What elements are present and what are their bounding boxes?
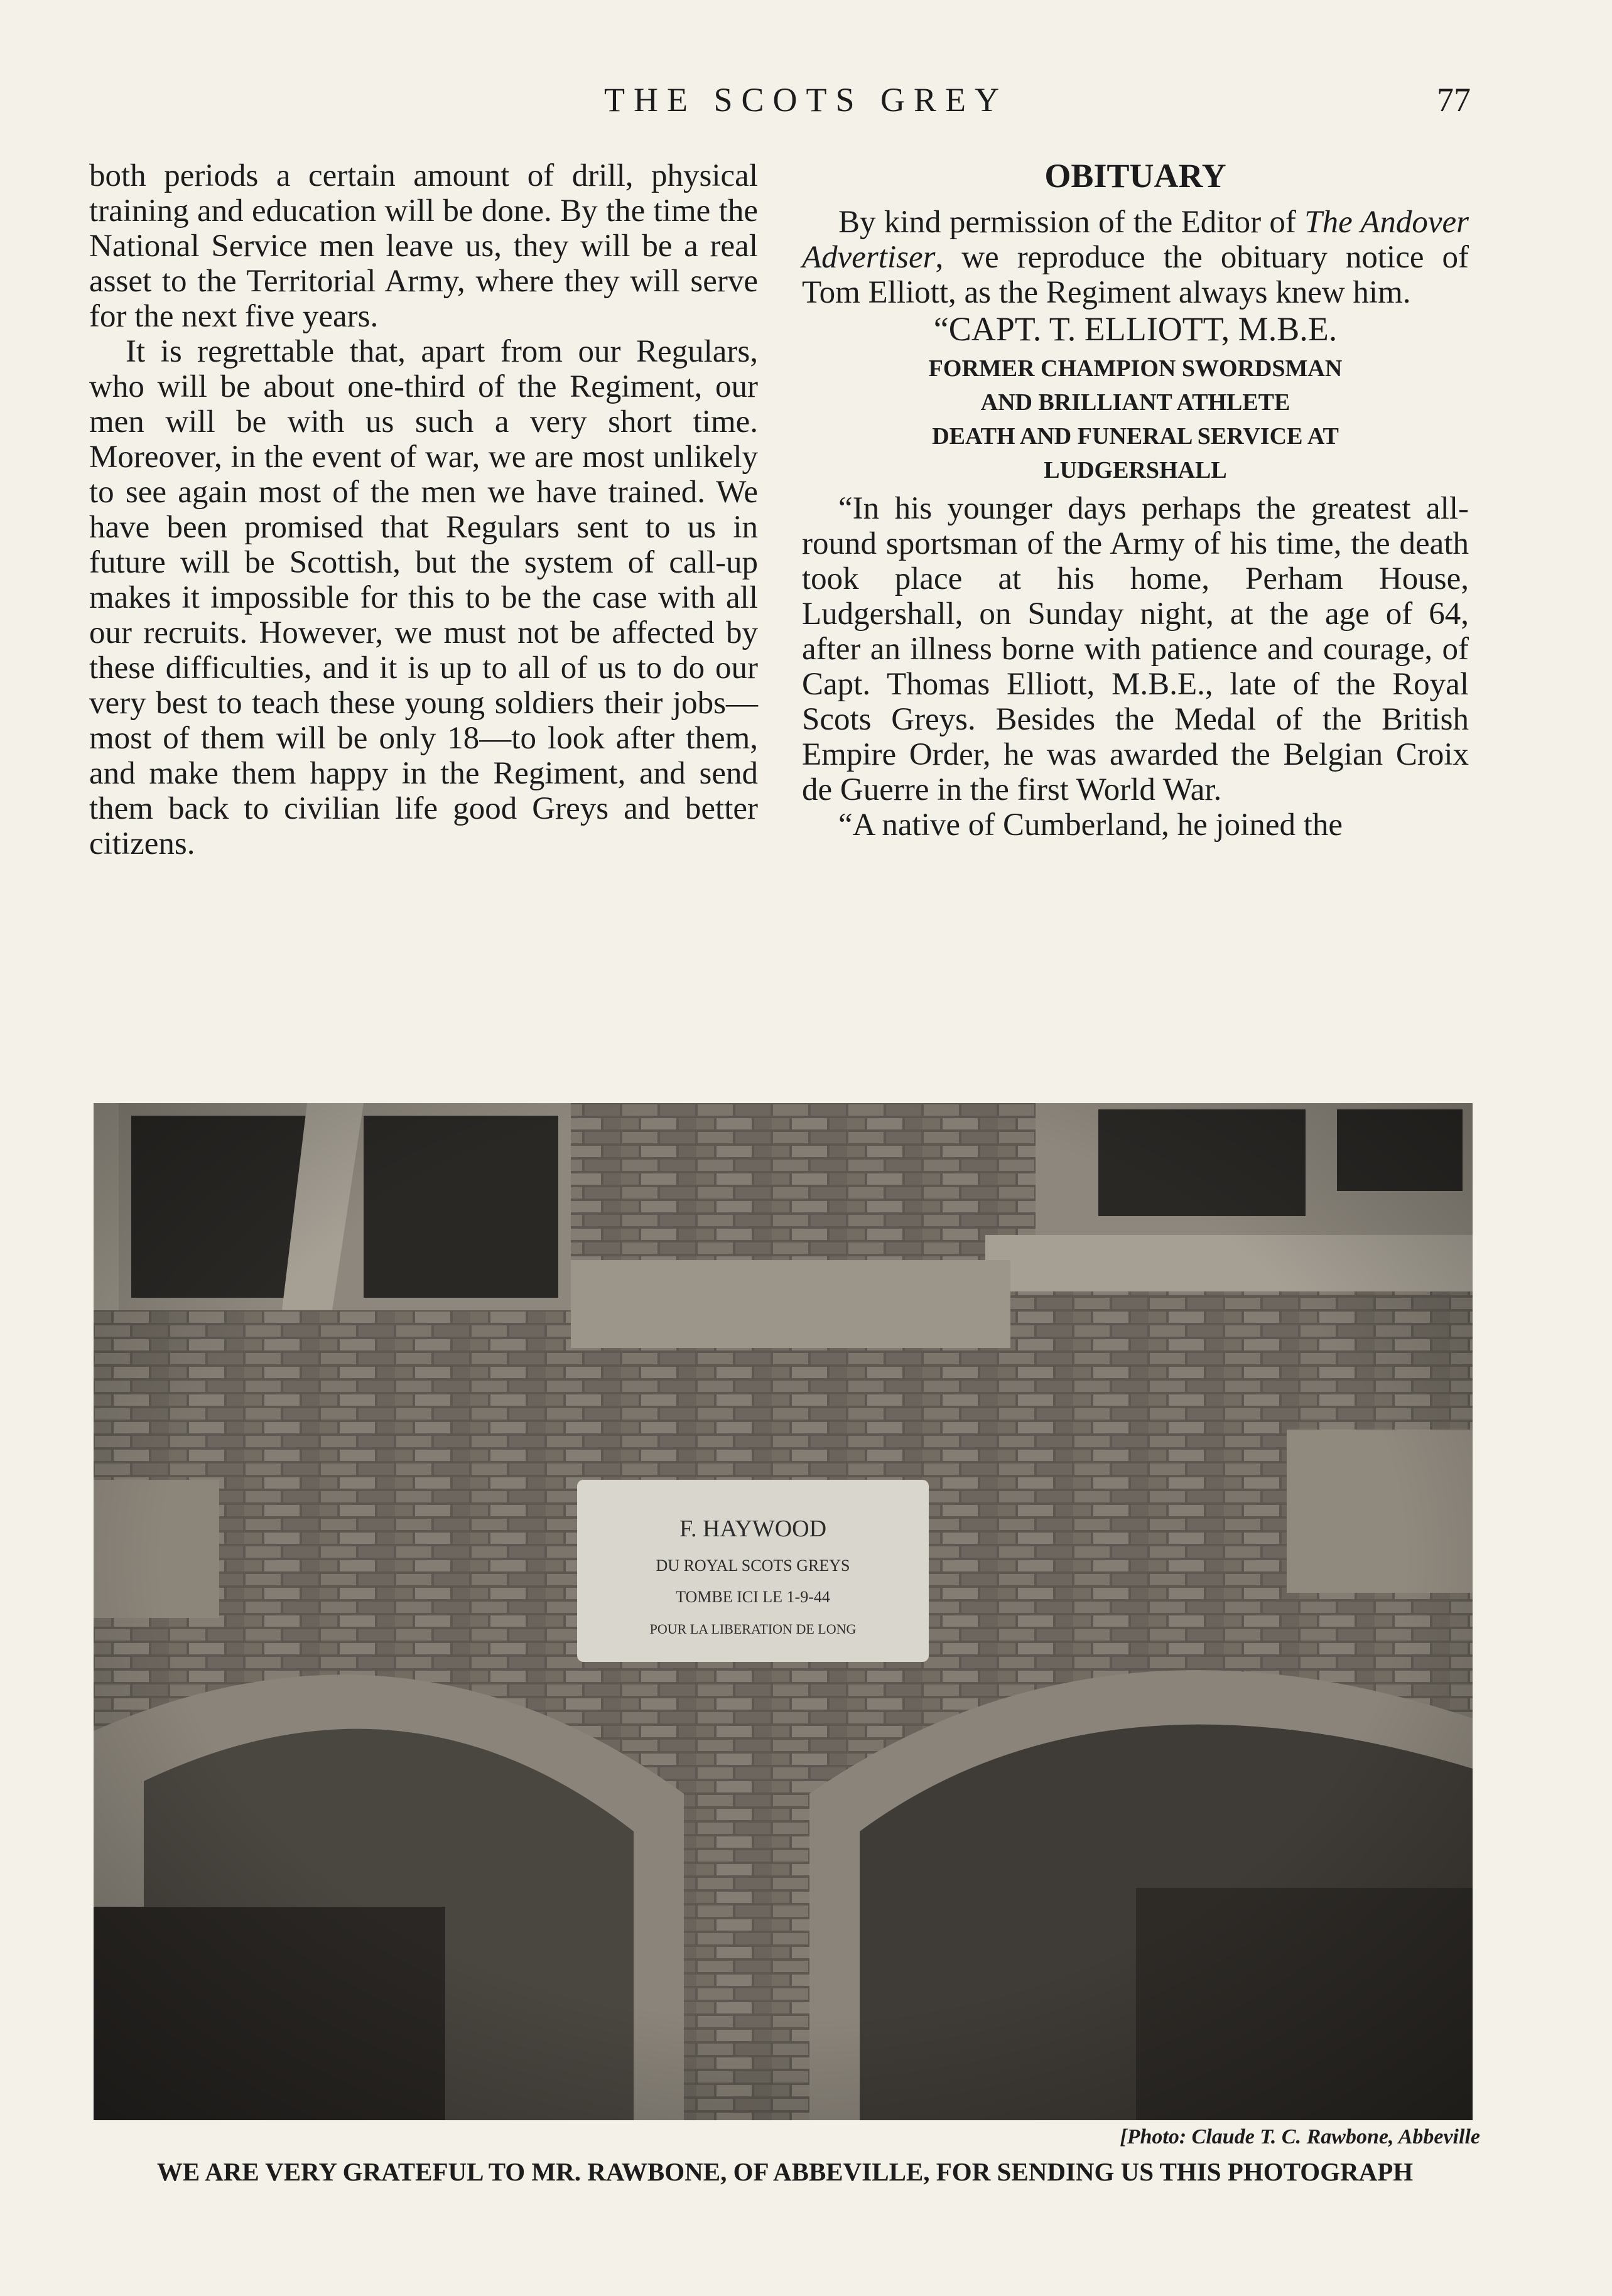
photo-credit: [Photo: Claude T. C. Rawbone, Abbeville <box>1120 2125 1480 2148</box>
subhead-4: LUDGERSHALL <box>1044 457 1227 483</box>
page-number: 77 <box>1437 81 1471 119</box>
subhead-1: FORMER CHAMPION SWORDSMAN <box>928 355 1343 382</box>
left-column <box>89 158 758 861</box>
intro-after: , we reproduce the obituary notice of Tom Elliott, as the Regiment always knew him. <box>802 240 1469 310</box>
right-column <box>802 158 1469 843</box>
subhead-3: DEATH AND FUNERAL SERVICE AT <box>932 423 1339 450</box>
left-paragraph-2: It is regrettable that, apart from our Regulars, who will be about one-third of the Regiment, our men will be with us such a very short time. Moreover, in the event of war, we are most unlikely to see again most of the men we have trained. We have been promised that Regulars sent to us in future will be Scottish, but the system of call-up makes it impossible for this to be the case with all our recruits. However, we must not be affected by these difficulties, and it is up to all of us to do our very best to teach these young soldiers their jobs—most of them will be only 18—to look after them, and make them happy in the Regiment, and send them back to civilian life good Greys and better citizens. <box>89 334 758 861</box>
obituary-heading: OBITUARY <box>1044 157 1226 195</box>
newspaper-name: The Andover Advertiser <box>802 205 1469 275</box>
obituary-paragraph-2: “A native of Cumberland, he joined the <box>838 807 1343 843</box>
intro-before: By kind permission of the Editor of <box>838 205 1305 240</box>
subhead-2: AND BRILLIANT ATHLETE <box>980 389 1290 416</box>
left-paragraph-1: both periods a certain amount of drill, physical training and education will be done. By the time the National Service men leave us, they will be a real asset to the Territorial Army, where they will serve for the next five years. <box>89 158 758 334</box>
photo-drawing <box>94 1103 1473 2120</box>
running-header-title: THE SCOTS GREY <box>603 81 1009 119</box>
obituary-name-line: “CAPT. T. ELLIOTT, M.B.E. <box>933 310 1338 348</box>
memorial-photograph <box>94 1103 1473 2120</box>
obituary-intro <box>802 205 1469 310</box>
photo-caption: WE ARE VERY GRATEFUL TO MR. RAWBONE, OF ABBEVILLE, FOR SENDING US THIS PHOTOGRAPH <box>156 2157 1414 2186</box>
obituary-paragraph-1: “In his younger days perhaps the greatest all-round sportsman of the Army of his time, the death took place at his home, Perham House, Ludgershall, on Sunday night, at the age of 64, after an illness borne with patience and courage, of Capt. Thomas Elliott, M.B.E., late of the Royal Scots Greys. Besides the Medal of the British Empire Order, he was awarded the Belgian Croix de Guerre in the first World War. <box>802 491 1469 807</box>
